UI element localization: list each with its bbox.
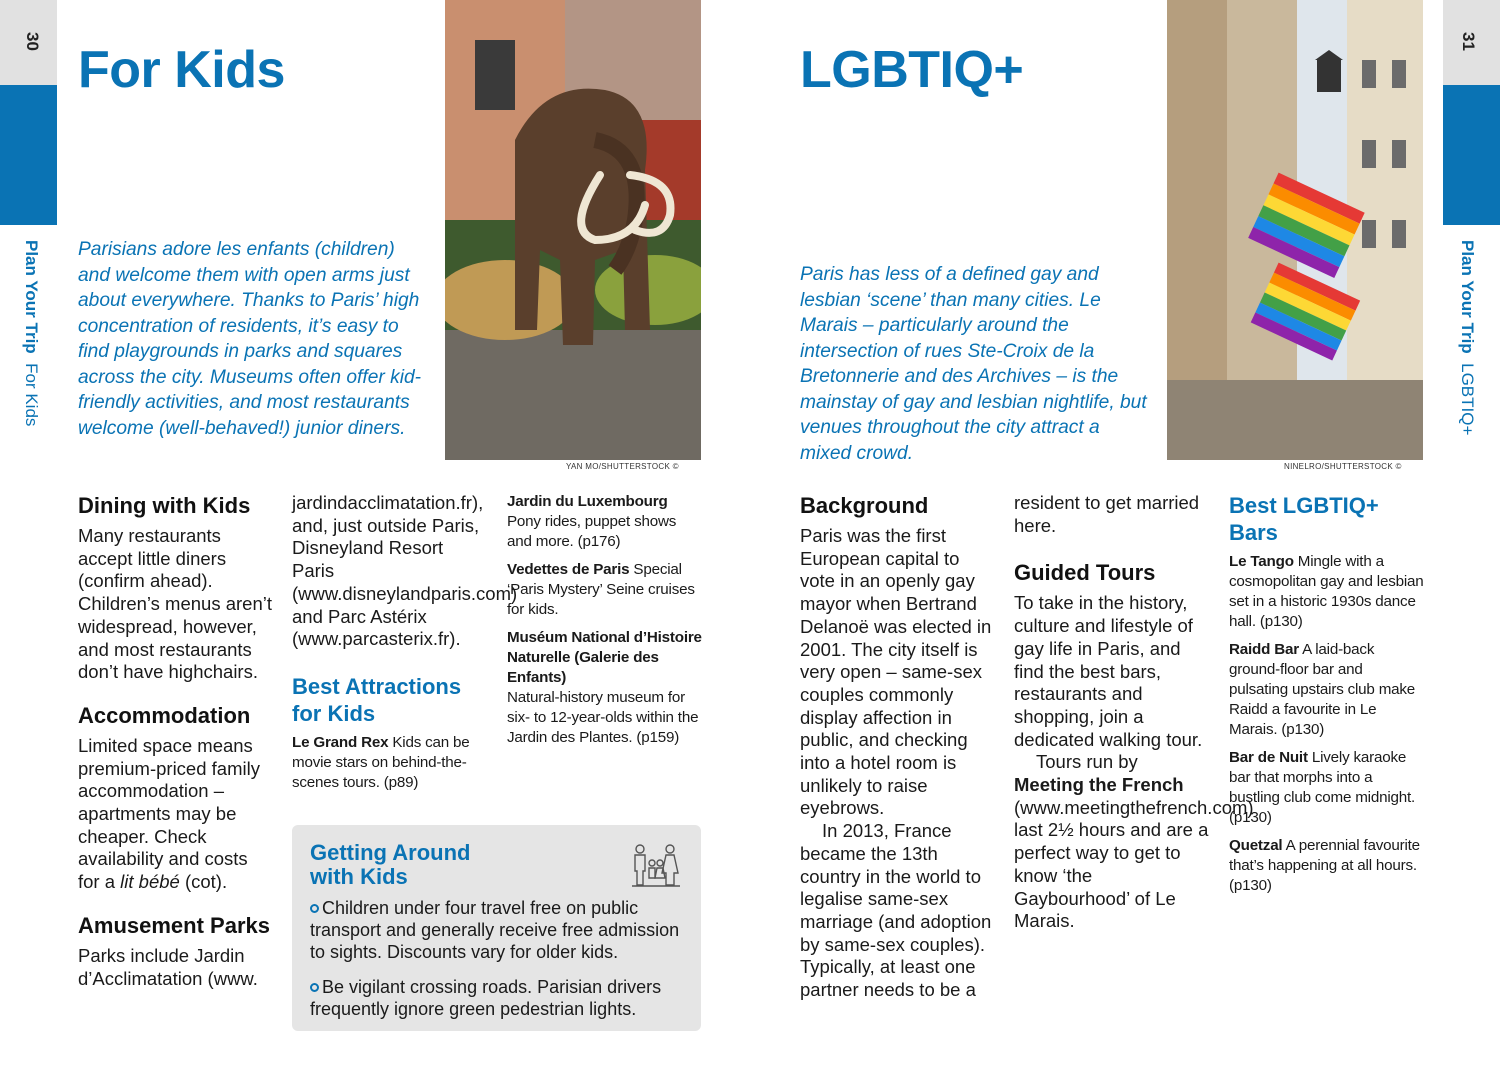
attraction-desc: Kids can be movie stars on behind-the-scenes tours. (p89): [292, 733, 470, 791]
bar-name: Quetzal: [1229, 837, 1283, 854]
heading-best-attractions: Best Attractions for Kids: [292, 673, 462, 726]
bar-desc: A laid-back ground-floor bar and pulsating upstairs club make Raidd a favourite in Le Marais. (p130): [1229, 641, 1416, 738]
left-page-number: 30: [23, 32, 42, 51]
kids-column-2: [292, 492, 518, 801]
list-item: [507, 628, 702, 748]
bar-name: Le Tango: [1229, 553, 1294, 570]
right-running-head: [1457, 240, 1477, 435]
heading-amusement-parks: Amusement Parks: [78, 912, 270, 938]
street-flags-illustration: [1167, 0, 1423, 460]
list-item: [1229, 640, 1425, 740]
list-item: [507, 560, 702, 620]
right-side-tab: [1443, 85, 1500, 225]
accommodation-text-2: (cot).: [179, 871, 228, 893]
list-item: [1229, 748, 1425, 828]
bar-desc: Mingle with a cosmopolitan gay and lesbian set in a historic 1930s dance hall. (p130): [1229, 553, 1424, 630]
heading-accommodation: Accommodation: [78, 702, 251, 728]
family-icon: [632, 843, 680, 887]
heading-best-bars: Best LGBTIQ+ Bars: [1229, 493, 1379, 545]
background-text-1: Paris was the first European capital to vote in an openly gay mayor when Bertrand Delanoë was elected in 2001. The city itself is very open – same-sex couples commonly display affection in public, and checking into a hotel room is unlikely to raise eyebrows.: [800, 525, 992, 819]
amusement-text-cont: jardindacclimatation.fr), and, just outside Paris, Disneyland Resort Paris (www.disneylandparis.com) and Parc Astérix (www.parcasterix.fr).: [292, 492, 518, 650]
list-item: [310, 976, 685, 1020]
mammoth-illustration: [445, 0, 701, 460]
attraction-name: Le Grand Rex: [292, 733, 389, 751]
list-item: [507, 492, 702, 552]
right-running-topic: LGBTIQ+: [1458, 363, 1477, 436]
dining-text: Many restaurants accept little diners (confirm ahead). Children’s menus aren’t widespread, however, and most restaurants don’t have highchairs.: [78, 525, 273, 683]
left-side-tab: [0, 85, 57, 225]
bar-desc: Lively karaoke bar that morphs into a bustling club come midnight. (p130): [1229, 749, 1416, 826]
getting-around-bullets: [310, 897, 685, 1020]
getting-around-heading: [310, 841, 471, 889]
intro-for-kids: Parisians adore les enfants (children) and welcome them with open arms just about everywhere. Thanks to Paris’ high concentration of residents, it’s easy to find playgrounds in parks and squares across the city. Museums often offer kid-friendly activities, and most restaurants welcome (well-behaved!) junior diners.: [78, 239, 422, 439]
background-text-2: In 2013, France became the 13th country in the world to legalise same-sex marriage (and adoption by same-sex couples). Typically, at least one partner needs to be a: [800, 820, 992, 1001]
heading-background: Background: [800, 493, 929, 518]
bar-name: Bar de Nuit: [1229, 749, 1308, 766]
bullet-text: Children under four travel free on public transport and generally receive free admission to sights. Discounts vary for older kids.: [310, 898, 680, 962]
left-running-section: Plan Your Trip: [22, 240, 41, 354]
bullet-text: Be vigilant crossing roads. Parisian drivers frequently ignore green pedestrian lights.: [310, 977, 662, 1019]
bullet-icon: [310, 904, 319, 913]
left-running-topic: For Kids: [22, 363, 41, 427]
getting-around-box: [292, 825, 701, 1031]
lgbtiq-column-1: [800, 492, 996, 1002]
list-item: [1229, 552, 1425, 632]
attractions-list-a: [292, 733, 487, 793]
attraction-desc: Pony rides, puppet shows and more. (p176): [507, 513, 677, 550]
left-running-head: [21, 240, 41, 426]
accommodation-text-1: Limited space means premium-priced family accommodation – apartments may be cheaper. Check availability and costs for a: [78, 734, 260, 893]
accommodation-text-italic: lit bébé: [120, 871, 180, 893]
lgbtiq-column-3: [1229, 492, 1425, 904]
bullet-icon: [310, 983, 319, 992]
meeting-the-french: Meeting the French: [1014, 774, 1184, 796]
guided-tours-text-2: [1014, 751, 1254, 933]
list-item: [1229, 836, 1425, 896]
getting-around-heading-line-1: Getting Around: [310, 840, 471, 865]
list-item: [292, 733, 487, 793]
page-title-lgbtiq: LGBTIQ+: [800, 41, 1024, 99]
background-text-cont: resident to get married here.: [1014, 492, 1200, 536]
intro-lgbtiq: Paris has less of a defined gay and lesbian ‘scene’ than many cities. Le Marais – particularly around the intersection of rues Ste-Croix de la Bretonnerie and des Archives – is the mainstay of gay and lesbian nightlife, but venues throughout the city attract a mixed crowd.: [800, 264, 1147, 464]
bar-name: Raidd Bar: [1229, 641, 1299, 658]
amusement-text: Parks include Jardin d’Acclimatation (www.: [78, 944, 258, 989]
mammoth-photo: [445, 0, 701, 460]
attraction-name: Vedettes de Paris: [507, 561, 630, 578]
marais-street-photo: [1167, 0, 1423, 460]
bar-desc: A perennial favourite that’s happening at all hours. (p130): [1229, 837, 1420, 894]
kids-column-3: [507, 492, 702, 756]
page-title-for-kids: For Kids: [78, 41, 285, 99]
attraction-desc: Special ‘Paris Mystery’ Seine cruises for kids.: [507, 561, 695, 618]
right-page-number: 31: [1459, 32, 1478, 51]
photo-credit-right: NINELRO/SHUTTERSTOCK ©: [1284, 462, 1402, 471]
guided-tours-text-1: To take in the history, culture and lifestyle of gay life in Paris, and find the best bars, restaurants and shopping, join a dedicated walking tour.: [1014, 592, 1203, 750]
guided-tours-text-2a: Tours run by: [1036, 751, 1138, 773]
attraction-name: Jardin du Luxembourg: [507, 493, 668, 510]
lgbtiq-column-2: [1014, 492, 1254, 933]
heading-guided-tours: Guided Tours: [1014, 560, 1156, 586]
heading-dining-with-kids: Dining with Kids: [78, 493, 251, 518]
accommodation-text: [78, 735, 273, 894]
getting-around-heading-line-2: with Kids: [310, 864, 408, 889]
guided-tours-text-2c: (www.meetingthefrench.com) last 2½ hours and are a perfect way to get to know ‘the Gaybourhood’ of Le Marais.: [1014, 796, 1254, 932]
attraction-desc: Natural-history museum for six- to 12-year-olds within the Jardin des Plantes. (p159): [507, 689, 699, 746]
photo-credit-left: YAN MO/SHUTTERSTOCK ©: [566, 462, 679, 471]
attraction-name: Muséum National d’Histoire Naturelle (Galerie des Enfants): [507, 629, 702, 686]
right-running-section: Plan Your Trip: [1458, 240, 1477, 354]
kids-column-1: [78, 492, 273, 990]
list-item: [310, 897, 685, 963]
